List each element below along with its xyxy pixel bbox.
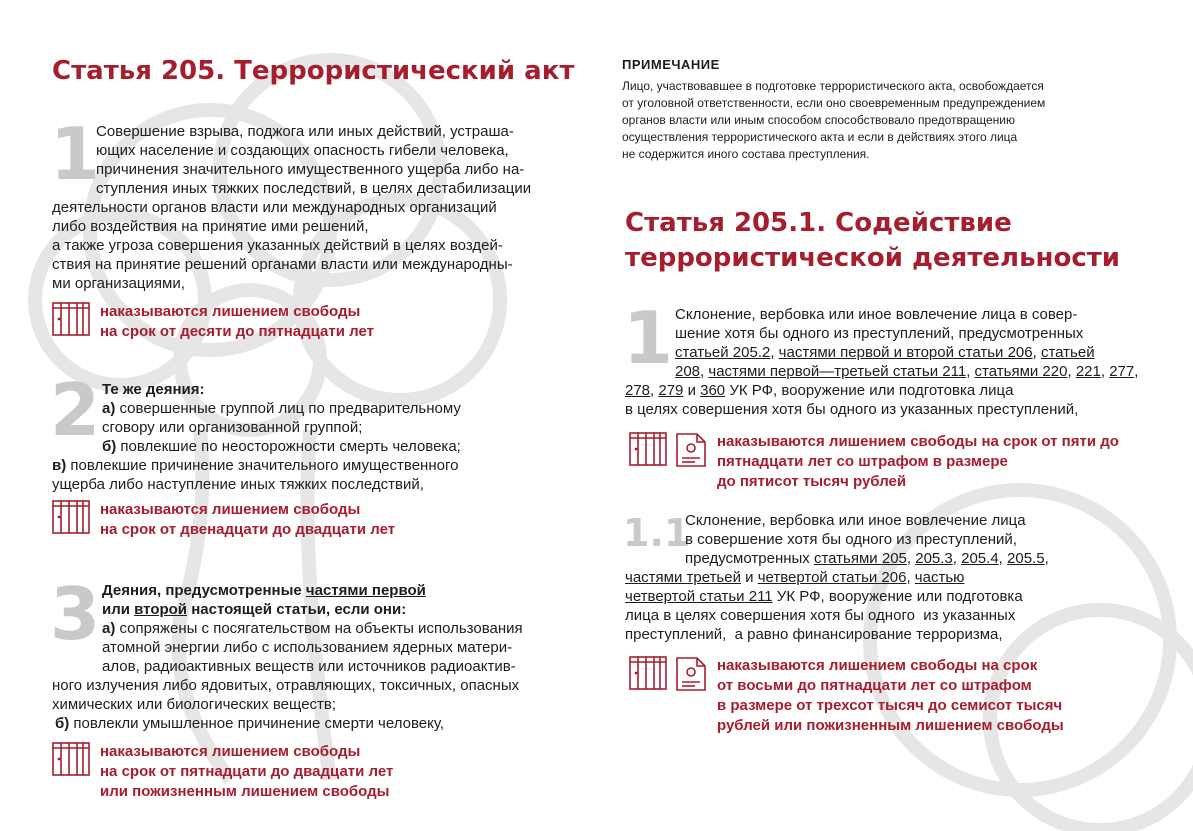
penalty-line: рублей или пожизненным лишением свободы [717,717,1064,734]
penalty-line: в размере от трехсот тысяч до семисот тысяч [717,697,1063,714]
article-205-1-part-1-1-text: Склонение, вербовка или иное вовлечение лица в совершение хотя бы одного из преступлений, предусмотренных статьями 205, 205.3, 205.4, 205.5, частями третьей и четвертой статьи 206, частью четвертой статьи 211 УК РФ, вооружение или подготовка лица в целях совершения хотя бы одного из указанных преступлений, а равно финансирование терроризма, [625,512,1049,643]
penalty-line: на срок от десяти до пятнадцати лет [100,323,374,340]
prison-bars-icon [52,500,90,534]
penalty-line: наказываются лишением свободы на срок от пяти до [717,433,1119,450]
link-article-211[interactable]: частями первой—третьей статьи 211 [708,363,967,380]
penalty-line: наказываются лишением свободы [100,743,361,760]
penalty-line: пятнадцати лет со штрафом в размере [717,453,1008,470]
link-205-5[interactable]: 205.5 [1007,550,1045,567]
link-parts-first[interactable]: частями первой [305,582,426,599]
part-number-1: 1 [623,296,674,380]
penalty-line: на срок от двенадцати до двадцати лет [100,521,396,538]
right-page [597,0,1193,831]
link-part[interactable]: частью [914,569,965,586]
link-279[interactable]: 279 [658,382,684,399]
prison-bars-icon [52,742,90,776]
article-205-1-part-1-penalty [629,432,1119,492]
penalty-line: наказываются лишением свободы [100,303,361,320]
article-205-title: Статья 205. Террористический акт [52,56,575,86]
note-text: Лицо, участвовавшее в подготовке террористического акта, освобождается от уголовной ответственности, если оно своевременным предупреждением органов власти или иным способом способствовало предотвращению осуществления террористического акта и если в действиях этого лица не содержится иного состава преступления. [622,79,1046,161]
part-number-2: 2 [50,368,101,452]
penalty-line: наказываются лишением свободы [100,501,361,518]
note-title: ПРИМЕЧАНИЕ [622,57,720,72]
article-205-part-2-penalty [52,500,395,540]
link-205-4[interactable]: 205.4 [961,550,999,567]
link-articles-220[interactable]: статьями 220 [974,363,1068,380]
link-fourth-article-206[interactable]: четвертой статьи 206 [757,569,907,586]
link-278[interactable]: 278 [625,382,651,399]
penalty-line: от восьми до пятнадцати лет со штрафом [717,677,1032,694]
penalty-line: на срок от пятнадцати до двадцати лет [100,763,394,780]
link-fourth-article-211[interactable]: четвертой статьи 211 [625,588,773,605]
article-205-part-3-penalty [52,742,393,802]
link-article-205-2[interactable]: статьей 205.2 [675,344,771,361]
article-205-1-part-1-text: Склонение, вербовка или иное вовлечение лица в совер- шение хотя бы одного из преступлений, предусмотренных статьей 205.2, частями первой и второй статьи 206, статьей 208, частями первой—третьей статьи 211, статьями 220, 221, 277, 278, 279 и 360 УК РФ, вооружение или подготовка лица в целях совершения хотя бы одного из указанных преступлений, [625,306,1139,418]
part-number-3: 3 [50,572,101,656]
prison-bars-icon [629,432,667,466]
link-221[interactable]: 221 [1075,363,1101,380]
article-205-1-part-1-1-penalty [629,656,1064,736]
fine-document-icon [675,656,707,692]
fine-document-icon [675,432,707,468]
part-number-1-1: 1.1 [623,511,691,555]
link-208[interactable]: 208 [675,363,701,380]
left-page [0,0,596,831]
link-second[interactable]: второй [134,601,188,618]
article-205-1-title: Статья 205.1. Содействие террористической деятельности [625,208,1121,273]
link-277[interactable]: 277 [1109,363,1135,380]
penalty-line: до пятисот тысяч рублей [717,473,907,490]
article-205-part-3-text: Деяния, предусмотренные частями первой или второй настоящей статьи, если они: а) сопряжены с посягательством на объекты использования атомной энергии либо с использованием ядерных матери- алов, радиоактивных веществ или источников радиоактив- ного излучения либо ядовитых, отравляющих, токсичных, опасных химических или биологических веществ; б) повлекли умышленное причинение смерти человеку, [52,582,523,732]
link-205-3[interactable]: 205.3 [915,550,953,567]
part-number-1: 1 [50,112,101,196]
link-articles-205[interactable]: статьями 205 [813,550,907,567]
prison-bars-icon [52,302,90,336]
prison-bars-icon [629,656,667,690]
penalty-line: наказываются лишением свободы на срок [717,657,1038,674]
link-article[interactable]: статьей [1040,344,1095,361]
link-article-206-parts-1-2[interactable]: частями первой и второй статьи 206 [778,344,1033,361]
article-205-part-1-text: Совершение взрыва, поджога или иных действий, устраша- ющих население и создающих опасность гибели человека, причинения значительного имущественного ущерба либо на- ступления иных тяжких последствий, в целях дестабилизации деятельности органов власти или международных организаций либо воздействия на принятие ими решений, а также угроза совершения указанных действий в целях воздей- ствия на принятие решений органами власти или международны- ми организациями, [52,123,532,292]
article-205-part-1-penalty [52,302,374,342]
penalty-line: или пожизненным лишением свободы [100,783,390,800]
link-parts-third[interactable]: частями третьей [625,569,741,586]
article-205-part-2-text: Те же деяния: а) совершенные группой лиц по предварительному сговору или организованной группой; б) повлекшие по неосторожности смерть человека; в) повлекшие причинение значительного имущественного ущерба либо наступление иных тяжких последствий, [52,381,461,493]
link-360[interactable]: 360 [700,382,726,399]
